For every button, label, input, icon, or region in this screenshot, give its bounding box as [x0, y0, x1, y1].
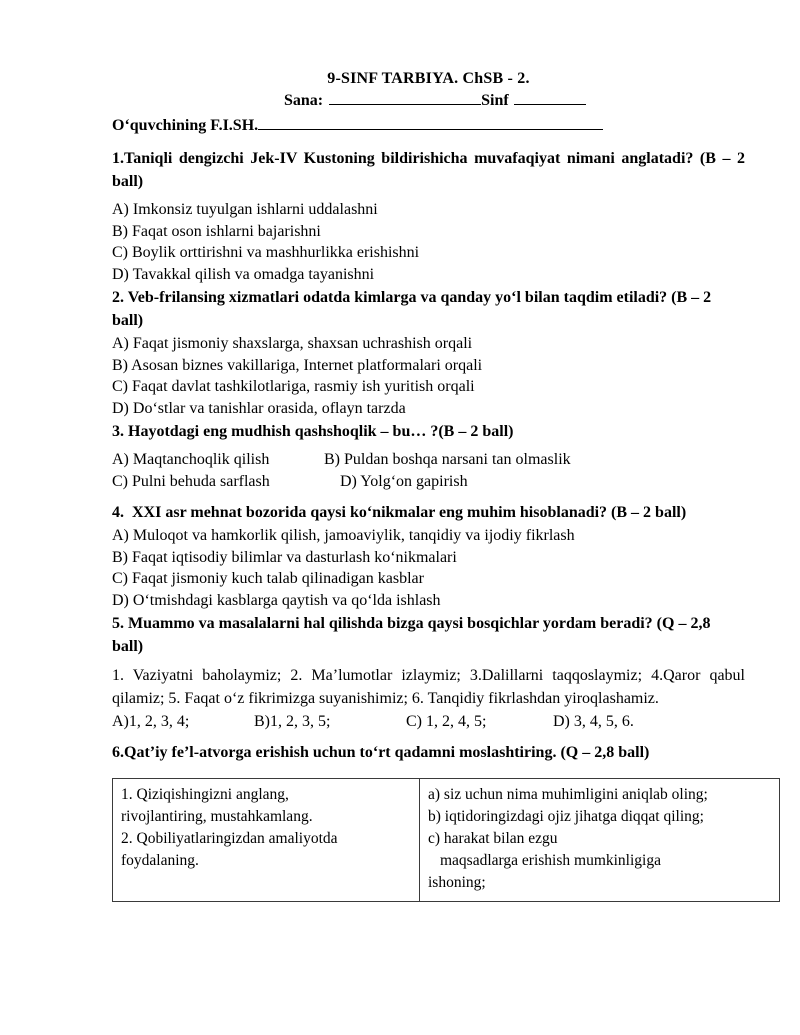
question-4-options [112, 525, 745, 611]
question-4-body: XXI asr mehnat bozorida qaysi ko‘nikmalar eng muhim hisoblanadi? (B – 2 ball) [132, 504, 687, 521]
question-4-text [112, 501, 745, 524]
option-d: D) O‘tmishdagi kasblarga qaytish va qo‘lda ishlash [112, 591, 441, 609]
right-line-c: c) harakat bilan ezgu [428, 830, 558, 847]
question-2-options [112, 333, 745, 419]
question-3-body: Hayotdagi eng mudhish qashshoqlik – bu… ?(B – 2 ball) [128, 423, 514, 440]
class-label: Sinf [481, 92, 509, 109]
date-label: Sana: [284, 92, 324, 109]
question-4-number: 4. [112, 504, 124, 521]
option-d: D) Do‘stlar va tanishlar orasida, oflayn tarzda [112, 399, 406, 417]
left-line-4: foydalaning. [121, 852, 199, 869]
option-a: A) Maqtanchoqlik qilish [112, 451, 270, 468]
matching-table [112, 778, 780, 902]
question-1-number: 1. [112, 150, 124, 167]
option-b: B) Puldan boshqa narsani tan olmaslik [324, 451, 571, 468]
student-name-line [112, 114, 745, 138]
question-6-text [112, 741, 745, 764]
date-blank-rule [329, 91, 481, 105]
answer-c: C) 1, 2, 4, 5; [406, 713, 487, 730]
question-2-number: 2. [112, 289, 124, 306]
left-line-1: 1. Qiziqishingizni anglang, [121, 786, 289, 803]
question-1-text [112, 147, 745, 193]
question-5-body: Muammo va masalalarni hal qilishda bizga qaysi bosqichlar yordam beradi? (Q – 2,8 ball) [112, 615, 711, 655]
option-c: C) Faqat jismoniy kuch talab qilinadigan kasblar [112, 570, 424, 587]
question-2-body: Veb-frilansing xizmatlari odatda kimlarga va qanday yo‘l bilan taqdim etiladi? (B – 2 ball) [112, 289, 712, 329]
right-line-a: a) siz uchun nima muhimligini aniqlab oling; [428, 786, 708, 803]
question-2-text [112, 286, 745, 332]
option-row [112, 449, 745, 471]
answer-a: A)1, 2, 3, 4; [112, 713, 190, 730]
table-cell-left [113, 779, 420, 902]
option-d: D) Tavakkal qilish va omadga tayanishni [112, 265, 375, 283]
option-b: B) Asosan biznes vakillariga, Internet platformalari orqali [112, 356, 483, 374]
question-3-text [112, 420, 745, 443]
option-a: A) Imkonsiz tuyulgan ishlarni uddalashni [112, 201, 378, 218]
table-cell-right [420, 779, 780, 902]
question-1-options [112, 199, 745, 285]
question-5-number: 5. [112, 615, 124, 632]
option-b: B) Faqat iqtisodiy bilimlar va dasturlash ko‘nikmalari [112, 548, 457, 566]
left-line-2: rivojlantiring, mustahkamlang. [121, 808, 313, 825]
option-a: A) Faqat jismoniy shaxslarga, shaxsan uchrashish orqali [112, 335, 473, 352]
date-class-line [112, 90, 745, 112]
student-name-label: O‘quvchining F.I.SH. [112, 117, 259, 134]
right-line-c3: ishoning; [428, 874, 486, 891]
question-3-number: 3. [112, 423, 124, 440]
question-6-number: 6. [112, 744, 124, 761]
option-c: C) Faqat davlat tashkilotlariga, rasmiy ish yuritish orqali [112, 378, 475, 395]
right-line-b: b) iqtidoringizdagi ojiz jihatga diqqat qiling; [428, 808, 704, 825]
question-5-statements: 1. Vaziyatni baholaymiz; 2. Ma’lumotlar izlaymiz; 3.Dalillarni taqqoslaymiz; 4.Qaror qabul qilamiz; 5. Faqat o‘z fikrimizga suyanishimiz; 6. Tanqidiy fikrlashdan yiroqlashamiz. [112, 667, 745, 707]
answer-d: D) 3, 4, 5, 6. [553, 713, 634, 730]
option-d: D) Yolg‘on gapirish [340, 472, 468, 490]
option-a: A) Muloqot va hamkorlik qilish, jamoaviylik, tanqidiy va ijodiy fikrlash [112, 527, 575, 544]
question-1-body: Taniqli dengizchi Jek-IV Kustoning bildirishicha muvafaqiyat nimani anglatadi? (B – 2 ball) [112, 150, 745, 190]
left-line-3: 2. Qobiliyatlaringizdan amaliyotda [121, 830, 338, 847]
page-title: 9-SINF TARBIYA. ChSB - 2. [327, 70, 530, 87]
question-5-text [112, 612, 745, 658]
option-b: B) Faqat oson ishlarni bajarishni [112, 222, 321, 240]
answer-b: B)1, 2, 3, 5; [254, 713, 331, 730]
student-name-blank-rule [258, 116, 603, 130]
right-line-c2: maqsadlarga erishish mumkinligiga [440, 852, 661, 869]
option-c: C) Pulni behuda sarflash [112, 472, 270, 490]
question-6-body: Qat’iy fe’l-atvorga erishish uchun to‘rt qadamni moslashtiring. (Q – 2,8 ball) [124, 744, 650, 761]
question-5-answers [112, 711, 745, 733]
option-row [112, 471, 745, 493]
table-row [113, 779, 780, 902]
question-3-options [112, 449, 745, 492]
option-c: C) Boylik orttirishni va mashhurlikka erishishni [112, 244, 420, 261]
class-blank-rule [514, 91, 586, 105]
